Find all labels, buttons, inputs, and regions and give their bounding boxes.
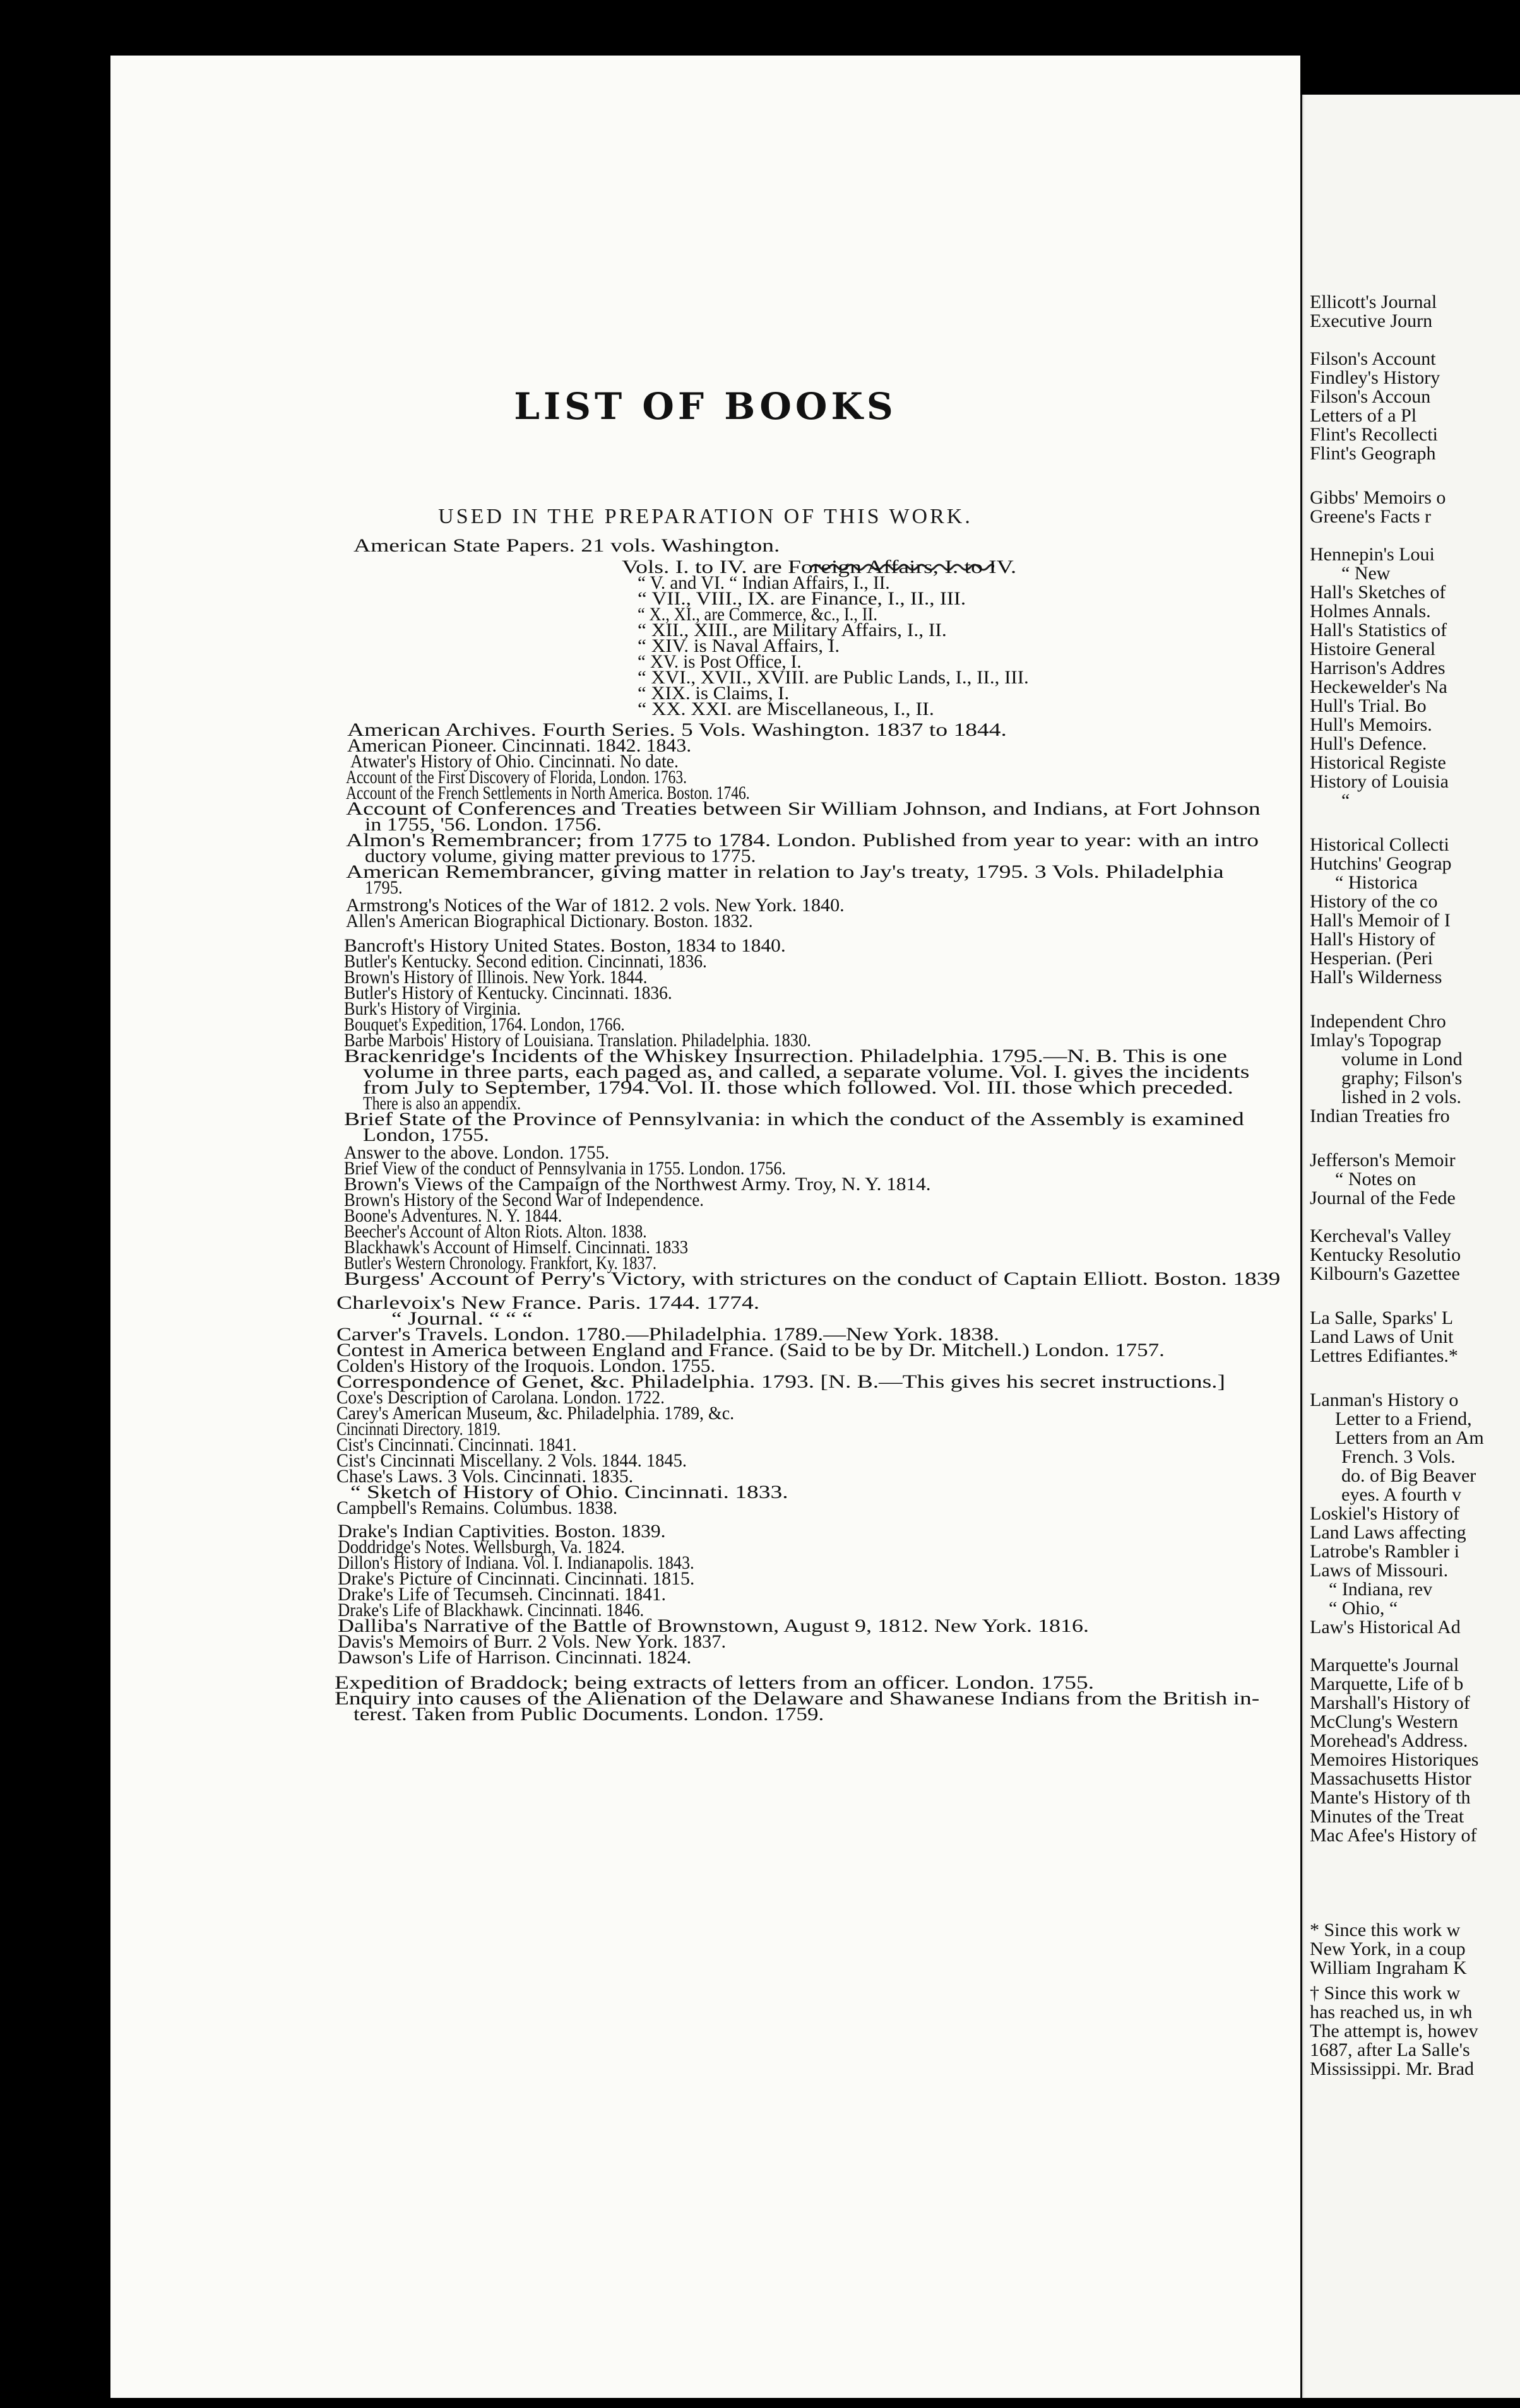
book-entry-line: Cist's Cincinnati. Cincinnati. 1841.	[336, 1434, 577, 1455]
facing-page-line: Kentucky Resolutio	[1310, 1244, 1461, 1265]
facing-page-line: Lettres Edifiantes.*	[1310, 1345, 1458, 1366]
facing-page-line: Marquette, Life of b	[1310, 1673, 1464, 1694]
book-entry-line: Burk's History of Virginia.	[344, 998, 521, 1019]
book-entry-line: American State Papers. 21 vols. Washington.	[353, 535, 780, 556]
facing-page-line: Ellicott's Journal	[1310, 292, 1437, 312]
facing-page-line: Kilbourn's Gazettee	[1310, 1263, 1460, 1284]
facing-page-line: Lanman's History o	[1310, 1390, 1459, 1410]
book-entry-line: Bancroft's History United States. Boston, 1834 to 1840.	[344, 935, 786, 956]
book-entry-line: Campbell's Remains. Columbus. 1838.	[336, 1497, 618, 1518]
book-entry-line: Drake's Life of Blackhawk. Cincinnati. 1846.	[338, 1600, 644, 1620]
book-entry-line: 1795.	[365, 877, 403, 898]
facing-page-line: The attempt is, howev	[1310, 2021, 1478, 2041]
facing-page-line: Land Laws affecting	[1310, 1522, 1466, 1543]
book-entry-line: volume in three parts, each paged as, and called, a separate volume. Vol. I. gives the incidents	[363, 1061, 1250, 1082]
book-entry-line: Colden's History of the Iroquois. London. 1755.	[336, 1355, 716, 1376]
facing-page-line: Hennepin's Loui	[1310, 544, 1435, 565]
book-entry-line: “ XX. XXI. are Miscellaneous, I., II.	[638, 699, 934, 719]
book-page	[110, 56, 1300, 2398]
facing-page-line: Latrobe's Rambler i	[1310, 1541, 1459, 1562]
book-entry-line: Brown's Views of the Campaign of the Northwest Army. Troy, N. Y. 1814.	[344, 1174, 931, 1195]
book-entry-line: Cincinnati Directory. 1819.	[336, 1419, 501, 1439]
book-entry-line: Enquiry into causes of the Alienation of the Delaware and Shawanese Indians from the British in-	[335, 1688, 1260, 1709]
book-entry-line: Correspondence of Genet, &c. Philadelphia. 1793. [N. B.—This gives his secret instructions.]	[336, 1371, 1226, 1392]
book-entry-line: Contest in America between England and France. (Said to be by Dr. Mitchell.) London. 1757.	[336, 1340, 1165, 1360]
book-entry-line: Drake's Picture of Cincinnati. Cincinnati. 1815.	[338, 1568, 695, 1589]
facing-page-line: History of Louisia	[1310, 771, 1449, 792]
book-entry-line: “ Journal. “ “ “	[391, 1308, 533, 1329]
facing-page-line: Greene's Facts r	[1310, 506, 1431, 527]
facing-page-line: Hull's Memoirs.	[1310, 714, 1432, 735]
facing-page-line: Hall's Wilderness	[1310, 967, 1442, 988]
facing-page-line: Hutchins' Geograp	[1310, 853, 1452, 874]
book-entry-line: Coxe's Description of Carolana. London. 1722.	[336, 1387, 665, 1408]
facing-page-line: Hall's History of	[1310, 929, 1435, 950]
facing-page-line: “ Indiana, rev	[1329, 1579, 1433, 1600]
book-entry-line: Allen's American Biographical Dictionary. Boston. 1832.	[346, 911, 753, 931]
facing-page-line: Mississippi. Mr. Brad	[1310, 2058, 1475, 2079]
book-entry-line: “ V. and VI. “ Indian Affairs, I., II.	[638, 572, 890, 593]
facing-page-line: Marshall's History of	[1310, 1692, 1470, 1713]
facing-page-line: Kercheval's Valley	[1310, 1225, 1451, 1246]
book-entry-line: American Pioneer. Cincinnati. 1842. 1843.	[347, 735, 692, 756]
book-entry-line: Brown's History of Illinois. New York. 1844.	[344, 967, 648, 988]
book-entry-line: Vols. I. to IV. are Foreign Affairs, I. to IV.	[622, 557, 1017, 577]
book-list	[110, 56, 1300, 2398]
book-entry-line: Chase's Laws. 3 Vols. Cincinnati. 1835.	[336, 1466, 634, 1487]
book-entry-line: “ XVI., XVII., XVIII. are Public Lands, I., II., III.	[638, 667, 1029, 688]
book-entry-line: “ X., XI., are Commerce, &c., I., II.	[638, 604, 877, 625]
book-entry-line: Armstrong's Notices of the War of 1812. 2 vols. New York. 1840.	[346, 895, 845, 916]
book-entry-line: “ XV. is Post Office, I.	[638, 651, 802, 672]
book-entry-line: Almon's Remembrancer; from 1775 to 1784. London. Published from year to year: with an intro	[346, 830, 1259, 851]
book-entry-line: Burgess' Account of Perry's Victory, with strictures on the conduct of Captain Elliott. Boston. 1839	[344, 1268, 1281, 1289]
facing-page-line: Executive Journ	[1310, 310, 1433, 331]
facing-page-line: Minutes of the Treat	[1310, 1806, 1464, 1827]
facing-page-line: Historical Collecti	[1310, 834, 1449, 855]
book-entry-line: terest. Taken from Public Documents. London. 1759.	[353, 1704, 824, 1725]
book-entry-line: Blackhawk's Account of Himself. Cincinnati. 1833	[344, 1237, 689, 1258]
facing-page-line: Flint's Recollecti	[1310, 424, 1438, 445]
facing-page-line: Jefferson's Memoir	[1310, 1150, 1456, 1171]
facing-page-line: Filson's Accoun	[1310, 386, 1431, 407]
facing-page-line: Independent Chro	[1310, 1011, 1446, 1032]
book-entry-line: “ XIX. is Claims, I.	[638, 683, 790, 704]
facing-page-line: Land Laws of Unit	[1310, 1326, 1454, 1347]
facing-page-line: “ Historica	[1335, 872, 1418, 893]
facing-page-line: do. of Big Beaver	[1341, 1465, 1476, 1486]
book-entry-line: Dillon's History of Indiana. Vol. I. Indianapolis. 1843.	[338, 1552, 694, 1573]
book-entry-line: Brief State of the Province of Pennsylvania: in which the conduct of the Assembly is examined	[344, 1109, 1244, 1130]
book-entry-line: “ Sketch of History of Ohio. Cincinnati. 1833.	[350, 1482, 788, 1502]
facing-page-line: 1687, after La Salle's	[1310, 2039, 1470, 2060]
facing-page-line: McClung's Western	[1310, 1711, 1458, 1732]
facing-page-line: “ Notes on	[1335, 1169, 1416, 1189]
facing-page-fragment	[1299, 95, 1520, 2398]
book-entry-line: “ VII., VIII., IX. are Finance, I., II., III.	[638, 588, 966, 609]
facing-page-line: Gibbs' Memoirs o	[1310, 487, 1446, 508]
facing-page-line: Letters of a Pl	[1310, 405, 1417, 426]
page-title: LIST OF BOOKS	[514, 385, 897, 428]
book-entry-line: Doddridge's Notes. Wellsburgh, Va. 1824.	[338, 1537, 625, 1557]
facing-page-line: French. 3 Vols.	[1341, 1446, 1456, 1467]
facing-page-line: eyes. A fourth v	[1341, 1484, 1461, 1505]
facing-page-line: Hall's Statistics of	[1310, 620, 1447, 640]
book-entry-line: “ XII., XIII., are Military Affairs, I., II.	[638, 620, 947, 640]
book-entry-line: Drake's Life of Tecumseh. Cincinnati. 1841.	[338, 1584, 666, 1605]
book-entry-line: Drake's Indian Captivities. Boston. 1839.	[338, 1521, 666, 1542]
facing-page-line: Hull's Trial. Bo	[1310, 695, 1427, 716]
facing-page-line: La Salle, Sparks' L	[1310, 1307, 1454, 1328]
facing-page-line: Hall's Sketches of	[1310, 582, 1446, 603]
book-entry-line: There is also an appendix.	[363, 1093, 521, 1114]
book-entry-line: Beecher's Account of Alton Riots. Alton. 1838.	[344, 1221, 647, 1242]
book-entry-line: Carey's American Museum, &c. Philadelphia. 1789, &c.	[336, 1403, 735, 1424]
book-entry-line: Charlevoix's New France. Paris. 1744. 1774.	[336, 1292, 760, 1313]
book-entry-line: Butler's Western Chronology. Frankfort, Ky. 1837.	[344, 1253, 656, 1273]
book-entry-line: Dawson's Life of Harrison. Cincinnati. 1824.	[338, 1647, 692, 1668]
book-entry-line: Account of the French Settlements in North America. Boston. 1746.	[346, 782, 750, 803]
facing-page-line: Hull's Defence.	[1310, 733, 1427, 754]
book-entry-line: ductory volume, giving matter previous to 1775.	[365, 846, 756, 866]
book-entry-line: in 1755, '56. London. 1756.	[365, 814, 602, 835]
book-entry-line: American Remembrancer, giving matter in relation to Jay's treaty, 1795. 3 Vols. Philadelphia	[346, 861, 1224, 882]
book-entry-line: Account of Conferences and Treaties between Sir William Johnson, and Indians, at Fort Johnson	[346, 798, 1261, 819]
book-entry-line: Brown's History of the Second War of Independence.	[344, 1189, 704, 1210]
book-entry-line: Bouquet's Expedition, 1764. London, 1766.	[344, 1014, 625, 1035]
page-subtitle: USED IN THE PREPARATION OF THIS WORK.	[438, 505, 973, 528]
book-entry-line: London, 1755.	[363, 1124, 489, 1145]
facing-page-line: Flint's Geograph	[1310, 443, 1436, 464]
book-entry-line: American Archives. Fourth Series. 5 Vols. Washington. 1837 to 1844.	[347, 719, 1007, 740]
facing-page-line: Historical Registe	[1310, 752, 1446, 773]
facing-page-line: Hall's Memoir of I	[1310, 910, 1451, 931]
book-entry-line: Carver's Travels. London. 1780.—Philadelphia. 1789.—New York. 1838.	[336, 1324, 1000, 1345]
facing-page-line: † Since this work w	[1310, 1983, 1461, 2004]
facing-page-line: Histoire General	[1310, 639, 1436, 659]
book-entry-line: Butler's Kentucky. Second edition. Cincinnati, 1836.	[344, 951, 707, 972]
book-entry-line: Account of the First Discovery of Florida, London. 1763.	[346, 767, 687, 788]
facing-page-line: Law's Historical Ad	[1310, 1617, 1461, 1638]
facing-page-line: Holmes Annals.	[1310, 601, 1431, 622]
book-entry-line: Atwater's History of Ohio. Cincinnati. No date.	[350, 751, 679, 772]
facing-page-line: Harrison's Addres	[1310, 658, 1446, 678]
facing-page-line: New York, in a coup	[1310, 1939, 1466, 1959]
facing-page-line: “ New	[1341, 563, 1391, 584]
facing-page-line: Letters from an Am	[1335, 1427, 1484, 1448]
facing-page-line: Morehead's Address.	[1310, 1730, 1468, 1751]
book-entry-line: Butler's History of Kentucky. Cincinnati. 1836.	[344, 983, 672, 1003]
facing-page-line: Hesperian. (Peri	[1310, 948, 1433, 969]
facing-page-line: Heckewelder's Na	[1310, 676, 1447, 697]
book-entry-line: Answer to the above. London. 1755.	[344, 1142, 610, 1163]
facing-page-line: Mante's History of th	[1310, 1787, 1471, 1808]
book-entry-line: Expedition of Braddock; being extracts of letters from an officer. London. 1755.	[335, 1672, 1095, 1693]
facing-page-line: Memoires Historiques	[1310, 1749, 1479, 1770]
facing-page-line: volume in Lond	[1341, 1049, 1463, 1070]
facing-page-line: “	[1341, 790, 1350, 811]
facing-page-line: graphy; Filson's	[1341, 1068, 1463, 1089]
book-entry-line: “ XIV. is Naval Affairs, I.	[638, 635, 840, 656]
facing-page-line: History of the co	[1310, 891, 1438, 912]
facing-page-line: “ Ohio, “	[1329, 1598, 1398, 1619]
book-entry-line: Brackenridge's Incidents of the Whiskey Insurrection. Philadelphia. 1795.—N. B. This is one	[344, 1046, 1227, 1066]
facing-page-line: Indian Treaties fro	[1310, 1106, 1450, 1126]
facing-page-line: William Ingraham K	[1310, 1957, 1467, 1978]
facing-page-line: Journal of the Fede	[1310, 1188, 1456, 1208]
book-entry-line: Davis's Memoirs of Burr. 2 Vols. New York. 1837.	[338, 1631, 727, 1652]
facing-page-line: Loskiel's History of	[1310, 1503, 1460, 1524]
facing-page-line: has reached us, in wh	[1310, 2002, 1473, 2022]
facing-page-line: Laws of Missouri.	[1310, 1560, 1449, 1581]
book-entry-line: Brief View of the conduct of Pennsylvania in 1755. London. 1756.	[344, 1158, 787, 1179]
facing-page-line: Letter to a Friend,	[1335, 1408, 1472, 1429]
book-entry-line: Barbe Marbois' History of Louisiana. Translation. Philadelphia. 1830.	[344, 1030, 811, 1051]
book-entry-line: Boone's Adventures. N. Y. 1844.	[344, 1205, 562, 1226]
book-entry-line: Dalliba's Narrative of the Battle of Brownstown, August 9, 1812. New York. 1816.	[338, 1615, 1089, 1636]
facing-page-line: Imlay's Topograp	[1310, 1030, 1442, 1051]
facing-page-line: lished in 2 vols.	[1341, 1087, 1462, 1107]
facing-page-line: Marquette's Journal	[1310, 1655, 1459, 1675]
facing-page-line: Filson's Account	[1310, 348, 1436, 369]
facing-page-line: Findley's History	[1310, 367, 1440, 388]
facing-page-line: * Since this work w	[1310, 1920, 1461, 1940]
book-entry-line: from July to September, 1794. Vol. II. those which followed. Vol. III. those which preceded.	[363, 1077, 1233, 1098]
book-entry-line: Cist's Cincinnati Miscellany. 2 Vols. 1844. 1845.	[336, 1450, 687, 1471]
facing-page-line: Massachusetts Histor	[1310, 1768, 1471, 1789]
facing-page-line: Mac Afee's History of	[1310, 1825, 1477, 1846]
